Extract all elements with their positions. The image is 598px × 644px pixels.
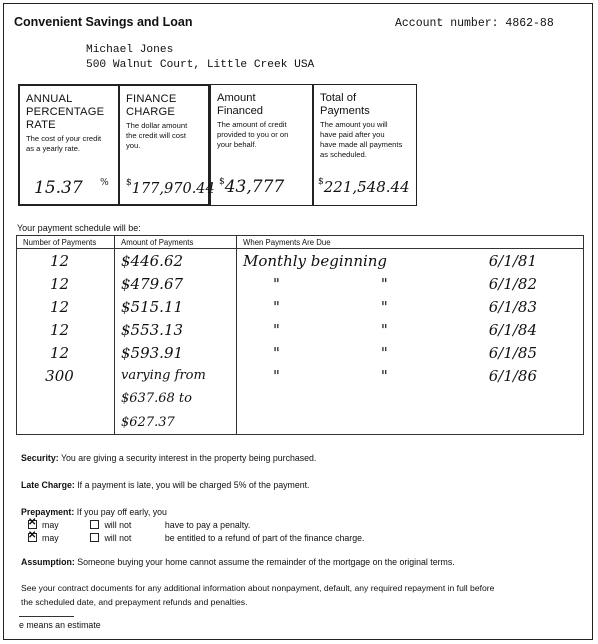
table-row: 12 $479.67 " " 6/1/82 [17, 272, 584, 295]
contract-note-line-1: See your contract documents for any additional information about nonpayment, default, any required repayment in full before [21, 583, 495, 593]
finance-charge-description: The dollar amount the credit will cost you. [126, 121, 188, 150]
apr-value: 15.37 % [34, 178, 109, 198]
header-when-due: When Payments Are Due [237, 236, 584, 249]
total-payments-title: Total of Payments [320, 92, 370, 117]
lender-name: Convenient Savings and Loan [14, 15, 193, 29]
late-charge-term: Late Charge: If a payment is late, you will be charged 5% of the payment. [21, 480, 310, 490]
finance-charge-title: FINANCE CHARGE [126, 93, 177, 118]
will-not-checkbox[interactable] [90, 533, 99, 542]
apr-description: The cost of your credit as a yearly rate. [26, 134, 102, 153]
contract-note-line-2: the scheduled date, and prepayment refunds and penalties. [21, 597, 248, 607]
account-number: Account number: 4862-88 [395, 17, 554, 30]
borrower-address: 500 Walnut Court, Little Creek USA [86, 59, 315, 71]
footnote-divider [19, 616, 74, 617]
may-checkbox[interactable] [28, 533, 37, 542]
table-row: $627.37 [17, 410, 584, 435]
apr-title: ANNUAL PERCENTAGE RATE [26, 93, 105, 131]
assumption-term: Assumption: Someone buying your home cannot assume the remainder of the mortgage on the original terms. [21, 557, 455, 567]
prepayment-term: Prepayment: If you pay off early, you [21, 507, 167, 517]
amount-financed-value: $43,777 [219, 177, 285, 197]
estimate-footnote: e means an estimate [19, 620, 101, 630]
total-payments-box [313, 84, 417, 206]
table-row: $637.68 to [17, 387, 584, 410]
table-row: 300 varying from " " 6/1/86 [17, 364, 584, 387]
borrower-name: Michael Jones [86, 44, 174, 56]
table-row: 12 $593.91 " " 6/1/85 [17, 341, 584, 364]
finance-charge-box [118, 84, 215, 206]
prepayment-refund-row: ✕may will not be entitled to a refund of part of the finance charge. [28, 533, 364, 543]
header-number-of-payments: Number of Payments [17, 236, 115, 249]
schedule-label: Your payment schedule will be: [17, 223, 141, 233]
amount-financed-title: Amount Financed [217, 92, 264, 117]
prepayment-penalty-row: ✕may will not have to pay a penalty. [28, 520, 250, 530]
amount-financed-box [210, 84, 313, 206]
table-row: 12 $553.13 " " 6/1/84 [17, 318, 584, 341]
table-row: 12 $446.62 Monthly beginning 6/1/81 [17, 249, 584, 273]
may-checkbox[interactable] [28, 520, 37, 529]
amount-financed-description: The amount of credit provided to you or on your behalf. [217, 120, 289, 149]
total-payments-description: The amount you will have paid after you have made all payments as scheduled. [320, 120, 403, 159]
total-payments-value: $221,548.44 [318, 177, 410, 196]
finance-charge-value: $177,970.44 [126, 178, 215, 197]
header-amount-of-payments: Amount of Payments [115, 236, 237, 249]
security-term: Security: You are giving a security interest in the property being purchased. [21, 453, 317, 463]
table-row: 12 $515.11 " " 6/1/83 [17, 295, 584, 318]
disclosure-form [3, 3, 593, 640]
apr-box [18, 84, 120, 206]
will-not-checkbox[interactable] [90, 520, 99, 529]
payment-schedule-table [16, 235, 584, 435]
